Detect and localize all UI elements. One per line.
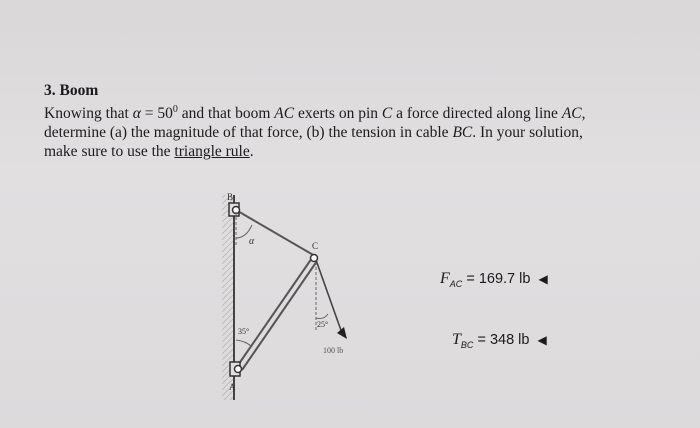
angle-25-arc xyxy=(316,314,328,319)
line-ac-label: AC xyxy=(561,105,582,123)
label-b: B xyxy=(227,192,234,202)
text-segment: , xyxy=(581,105,586,123)
answer-marker-icon: ◀ xyxy=(538,272,548,286)
tbc-value: = 348 lb xyxy=(477,332,530,348)
answer-tbc xyxy=(452,331,547,350)
label-c: C xyxy=(312,241,319,251)
alpha-symbol: α xyxy=(132,105,141,123)
text-segment: . In your solution, xyxy=(472,124,583,142)
answer-fac xyxy=(440,270,548,289)
text-segment: and that boom xyxy=(177,105,275,123)
problem-title: 3. Boom xyxy=(44,82,99,99)
fac-subscript: AC xyxy=(449,278,463,289)
label-25: 25° xyxy=(317,320,329,329)
boom-ac-label: AC xyxy=(274,105,295,123)
boom-ac-edge xyxy=(242,261,317,370)
text-segment: = 50 xyxy=(140,105,173,123)
tbc-symbol: T xyxy=(452,331,461,348)
label-load: 100 lb xyxy=(323,346,344,355)
fac-value: = 169.7 lb xyxy=(466,271,531,287)
load-arrowhead xyxy=(337,327,347,339)
text-segment: a force directed along line xyxy=(392,105,562,123)
text-segment: determine (a) the magnitude of that force, (b) the tension in cable xyxy=(44,124,453,142)
text-segment: make sure to use the xyxy=(44,143,175,161)
cable-bc-label: BC xyxy=(452,124,473,142)
label-a: A xyxy=(229,382,236,392)
label-alpha: α xyxy=(249,236,255,247)
degree-mark: 0 xyxy=(172,104,178,115)
angle-35-arc xyxy=(236,340,252,347)
text-segment: exerts on pin xyxy=(294,105,382,123)
text-segment: . xyxy=(249,143,254,161)
answer-marker-icon: ◀ xyxy=(537,333,547,347)
pin-a xyxy=(235,366,242,373)
triangle-rule-link: triangle rule xyxy=(174,143,250,161)
boom-ac-edge xyxy=(236,258,312,368)
fac-symbol: F xyxy=(440,270,450,287)
label-35: 35° xyxy=(238,327,250,336)
cable-bc xyxy=(236,210,315,256)
tbc-subscript: BC xyxy=(460,339,474,350)
text-segment: Knowing that xyxy=(44,105,133,123)
pin-c-label: C xyxy=(381,105,393,123)
